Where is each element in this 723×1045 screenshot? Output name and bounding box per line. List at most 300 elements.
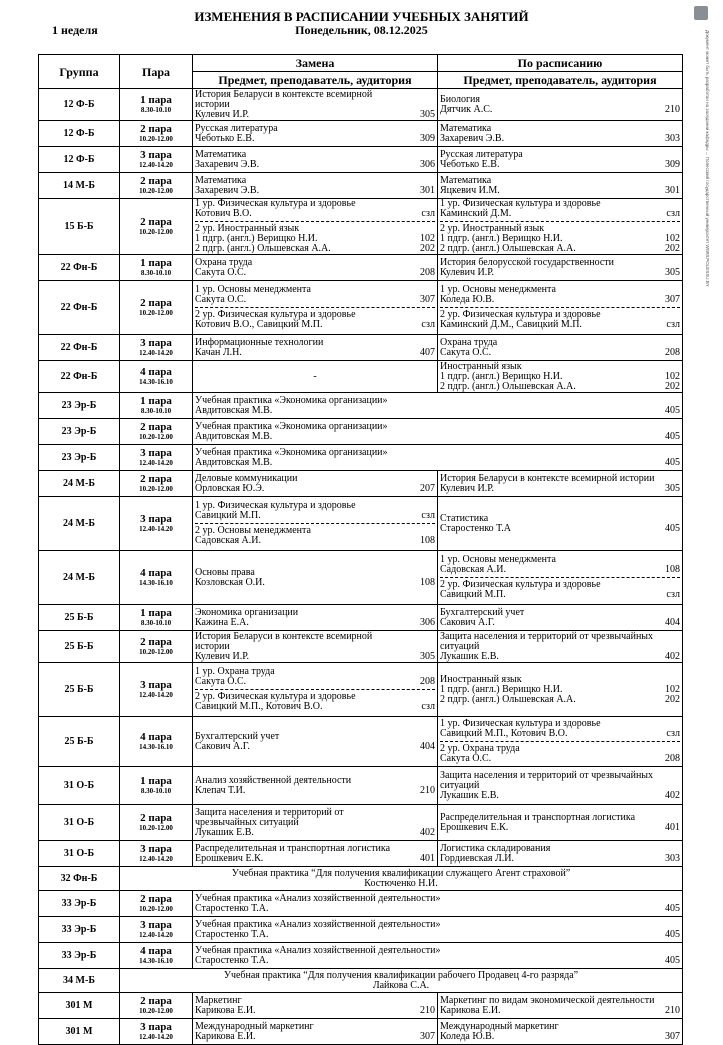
entry-line [440, 484, 680, 494]
entry-text: Математика [440, 174, 492, 186]
entry-text: Международный маркетинг [195, 1020, 314, 1032]
entry-text: Сакута О.С. [195, 676, 247, 687]
entry-line [195, 484, 435, 494]
practice-cell [193, 445, 683, 471]
para-time: 12.40-14.20 [139, 931, 173, 939]
entry-line [122, 869, 680, 879]
entry-text: Козловская О.И. [195, 576, 265, 588]
entry-text: ситуаций [440, 779, 480, 791]
practice-cell [193, 393, 683, 419]
para-number: 3 пара [140, 1021, 172, 1033]
entry-text: 1 ур. Физическая культура и здоровье [440, 198, 601, 209]
entry-line [195, 134, 435, 144]
para-cell [120, 361, 193, 393]
entry-text: Учебная практика “Для получения квалификации рабочего Продавец 4-го разряда” [223, 969, 579, 981]
group-cell: 12 Ф-Б [39, 121, 120, 147]
table-row [39, 717, 683, 767]
replacement-cell [193, 281, 438, 335]
entry-room: 108 [420, 576, 435, 588]
divider-line [195, 307, 435, 308]
para-number: 1 пара [140, 94, 172, 106]
para-cell [120, 335, 193, 361]
entry-room: 405 [665, 404, 680, 416]
entry-line [195, 904, 680, 914]
group-cell: 23 Эр-Б [39, 419, 120, 445]
entry-text: Захаревич Э.В. [440, 132, 505, 144]
entry-text: 2 ур. Физическая культура и здоровье [195, 309, 356, 320]
group-cell: 23 Эр-Б [39, 445, 120, 471]
divider-line [440, 307, 680, 308]
table-row [39, 841, 683, 867]
day-label: Понедельник, 08.12.2025 [295, 23, 428, 37]
entry-line [195, 150, 435, 160]
entry-room: 307 [665, 294, 680, 305]
entry-room: 102 [665, 370, 680, 382]
table-row [39, 917, 683, 943]
entry-text: 1 ур. Основы менеджмента [195, 284, 311, 295]
entry-text: Качан Л.Н. [195, 346, 242, 358]
group-cell: 15 Б-Б [39, 199, 120, 255]
table-row [39, 891, 683, 917]
scheduled-cell [438, 605, 683, 631]
group-cell: 12 Ф-Б [39, 147, 120, 173]
entry-text: Коледа Ю.В. [440, 1030, 495, 1042]
entry-text: 1 ур. Основы менеджмента [440, 284, 556, 295]
group-cell: 25 Б-Б [39, 631, 120, 663]
entry-room: 305 [420, 108, 435, 120]
entry-line [440, 729, 680, 739]
entry-line [440, 95, 680, 105]
entry-text: 2 ур. Основы менеджмента [195, 525, 311, 536]
entry-room: 405 [665, 456, 680, 468]
entry-text: Экономика организации [195, 606, 299, 618]
practice-cell [120, 867, 683, 891]
para-cell [120, 393, 193, 419]
entry-room: 210 [665, 103, 680, 115]
entry-text: 2 пдгр. (англ.) Ольшевская А.А. [440, 693, 576, 705]
replacement-cell [193, 631, 438, 663]
entry-line [440, 1032, 680, 1042]
entry-line [195, 474, 435, 484]
entry-line [440, 565, 680, 575]
entry-text: Захаревич Э.В. [195, 184, 260, 196]
table-row [39, 631, 683, 663]
entry-line [195, 854, 435, 864]
group-cell: 25 Б-Б [39, 717, 120, 767]
entry-text: Учебная практика “Для получения квалификации служащего Агент страховой” [231, 867, 571, 879]
table-row [39, 147, 683, 173]
entry-text: Маркетинг [195, 994, 242, 1006]
entry-room: 402 [420, 826, 435, 838]
entry-room: 208 [665, 753, 680, 764]
para-time: 10.20-12.00 [139, 1007, 173, 1015]
entry-room: 108 [420, 535, 435, 546]
entry-text: 2 ур. Иностранный язык [195, 223, 300, 234]
entry-text: 2 ур. Иностранный язык [440, 223, 545, 234]
para-number: 4 пара [140, 945, 172, 957]
table-row [39, 393, 683, 419]
entry-text: Коледа Ю.В. [440, 294, 495, 305]
entry-text: Старостенко Т.А. [195, 902, 269, 914]
entry-text: 2 ур. Физическая культура и здоровье [440, 309, 601, 320]
para-time: 10.20-12.00 [139, 648, 173, 656]
para-time: 12.40-14.20 [139, 691, 173, 699]
entry-line [195, 268, 435, 278]
entry-text: Учебная практика «Экономика организации» [195, 446, 388, 458]
table-row [39, 121, 683, 147]
entry-line [195, 458, 680, 468]
entry-room: 309 [665, 158, 680, 170]
practice-cell [120, 969, 683, 993]
entry-line [195, 608, 435, 618]
practice-cell [193, 917, 683, 943]
entry-line [440, 105, 680, 115]
entry-line [195, 776, 435, 786]
replacement-cell [193, 717, 438, 767]
entry-line [195, 956, 680, 966]
para-number: 3 пара [140, 919, 172, 931]
entry-room: 402 [665, 650, 680, 662]
para-cell [120, 419, 193, 445]
entry-text: Котович В.О. [195, 208, 252, 219]
para-cell [120, 199, 193, 255]
entry-line [440, 590, 680, 600]
entry-text: Сакута О.С. [195, 294, 247, 305]
replacement-cell [193, 497, 438, 551]
entry-room: 210 [420, 784, 435, 796]
replacement-cell [193, 147, 438, 173]
entry-room: 307 [420, 294, 435, 305]
entry-room: 401 [665, 821, 680, 833]
para-number: 2 пара [140, 812, 172, 824]
replacement-cell [193, 1019, 438, 1045]
entry-text: История Беларуси в контексте всемирной [195, 630, 373, 642]
schedule-table [38, 54, 683, 1045]
entry-line [440, 244, 680, 254]
entry-line [440, 382, 680, 392]
entry-line [195, 396, 680, 406]
entry-room: 404 [420, 740, 435, 752]
entry-line [195, 578, 435, 588]
entry-room: сзл [421, 510, 435, 521]
para-cell [120, 89, 193, 121]
scheduled-cell [438, 89, 683, 121]
entry-line [440, 268, 680, 278]
para-time: 8.30-10.10 [140, 106, 172, 114]
para-cell [120, 805, 193, 841]
entry-line [195, 320, 435, 330]
entry-text: Распределительная и транспортная логистика [195, 842, 391, 854]
entry-line [440, 1022, 680, 1032]
entry-text: Кулевич И.Р. [195, 108, 250, 120]
entry-line [440, 209, 680, 219]
entry-text: Деловые коммуникации [195, 472, 298, 484]
entry-text: Старостенко Т.А. [195, 954, 269, 966]
table-row [39, 943, 683, 969]
entry-text: Чеботько Е.В. [195, 132, 255, 144]
column-header-para: Пара [120, 55, 193, 89]
entry-line [440, 642, 680, 652]
entry-room: сзл [421, 701, 435, 712]
entry-text: 1 пдгр. (англ.) Верищко Н.И. [440, 233, 563, 244]
scheduled-cell [438, 841, 683, 867]
group-cell: 24 М-Б [39, 551, 120, 605]
subheader-right: Предмет, преподаватель, аудитория [438, 72, 683, 89]
entry-line [195, 448, 680, 458]
entry-line [440, 1006, 680, 1016]
table-row [39, 867, 683, 891]
entry-line [195, 338, 435, 348]
entry-text: 2 пдгр. (англ.) Ольшевская А.А. [440, 380, 576, 392]
entry-text: 2 ур. Физическая культура и здоровье [440, 579, 601, 590]
entry-line [195, 652, 435, 662]
scheduled-cell [438, 663, 683, 717]
para-time: 12.40-14.20 [139, 459, 173, 467]
entry-room: 301 [420, 184, 435, 196]
entry-room: сзл [421, 319, 435, 330]
entry-line [195, 295, 435, 305]
entry-text: История Беларуси в контексте всемирной [195, 88, 373, 100]
entry-text: Каминский Д.М. [440, 208, 512, 219]
entry-room: 405 [665, 902, 680, 914]
para-number: 3 пара [140, 149, 172, 161]
entry-text: Учебная практика «Анализ хозяйственной деятельности» [195, 892, 441, 904]
table-row [39, 445, 683, 471]
entry-text: Карикова Е.И. [195, 1004, 256, 1016]
entry-text: Учебная практика «Анализ хозяйственной деятельности» [195, 918, 441, 930]
entry-line [122, 971, 680, 981]
entry-text: 1 ур. Физическая культура и здоровье [195, 500, 356, 511]
entry-text: ситуаций [440, 640, 480, 652]
para-time: 12.40-14.20 [139, 349, 173, 357]
para-time: 14.30-16.10 [139, 743, 173, 751]
group-cell: 25 Б-Б [39, 663, 120, 717]
entry-text: Учебная практика «Экономика организации» [195, 420, 388, 432]
entry-line [440, 176, 680, 186]
table-row [39, 993, 683, 1019]
entry-room: сзл [666, 208, 680, 219]
entry-room: 309 [420, 132, 435, 144]
para-cell [120, 173, 193, 199]
divider-line [195, 523, 435, 524]
practice-cell [193, 891, 683, 917]
para-time: 10.20-12.00 [139, 135, 173, 143]
entry-room: 305 [665, 482, 680, 494]
entry-text: Ерошкевич Е.К. [195, 852, 264, 864]
entry-text: истории [195, 640, 230, 652]
entry-text: Кулевич И.Р. [440, 482, 495, 494]
para-time: 10.20-12.00 [139, 485, 173, 493]
entry-line [195, 642, 435, 652]
entry-line [440, 695, 680, 705]
para-time: 10.20-12.00 [139, 228, 173, 236]
entry-line [440, 474, 680, 484]
replacement-cell [193, 841, 438, 867]
entry-line [440, 675, 680, 685]
entry-room: сзл [666, 319, 680, 330]
entry-line [195, 244, 435, 254]
entry-text: Учебная практика «Экономика организации» [195, 394, 388, 406]
entry-line [195, 110, 435, 120]
entry-line [195, 258, 435, 268]
group-cell: 32 Фн-Б [39, 867, 120, 891]
entry-line [195, 818, 435, 828]
entry-room: 208 [420, 266, 435, 278]
para-cell [120, 993, 193, 1019]
replacement-cell [193, 121, 438, 147]
para-number: 2 пара [140, 473, 172, 485]
entry-room: 108 [665, 564, 680, 575]
entry-text: 1 ур. Основы менеджмента [440, 554, 556, 565]
entry-text: Лукашик Е.В. [440, 650, 499, 662]
entry-line [122, 879, 680, 889]
entry-text: 2 пдгр. (англ.) Ольшевская А.А. [440, 243, 576, 254]
entry-text: Яцкевич И.М. [440, 184, 500, 196]
entry-line [440, 632, 680, 642]
entry-line [195, 920, 680, 930]
group-cell: 24 М-Б [39, 471, 120, 497]
entry-line [195, 1032, 435, 1042]
week-label: 1 неделя [52, 23, 98, 37]
para-number: 2 пара [140, 297, 172, 309]
side-watermark-text: Документ может быть разработан на заседании кафедры ... Полесский государственный университет WWW.POLESSU.BY [705, 30, 710, 287]
entry-line [440, 618, 680, 628]
entry-room: 301 [665, 184, 680, 196]
entry-line [195, 406, 680, 416]
para-number: 3 пара [140, 679, 172, 691]
replacement-cell [193, 605, 438, 631]
entry-room: 405 [665, 522, 680, 534]
entry-text: Русская литература [440, 148, 523, 160]
para-cell [120, 631, 193, 663]
entry-line [440, 348, 680, 358]
para-cell [120, 147, 193, 173]
entry-line [440, 134, 680, 144]
entry-line [195, 946, 680, 956]
entry-room: 102 [420, 233, 435, 244]
entry-text: Савицкий М.П. [195, 510, 261, 521]
entry-line [195, 618, 435, 628]
scheduled-cell [438, 805, 683, 841]
group-cell: 31 О-Б [39, 767, 120, 805]
entry-room: 407 [420, 346, 435, 358]
entry-text: Кулевич И.Р. [195, 650, 250, 662]
entry-text: Биология [440, 93, 481, 105]
entry-line [195, 511, 435, 521]
entry-room: сзл [666, 728, 680, 739]
group-cell: 22 Фн-Б [39, 255, 120, 281]
para-cell [120, 917, 193, 943]
entry-room: 405 [665, 430, 680, 442]
entry-line [195, 422, 680, 432]
para-number: 4 пара [140, 731, 172, 743]
para-time: 10.20-12.00 [139, 433, 173, 441]
table-row [39, 281, 683, 335]
divider-line [440, 221, 680, 222]
entry-room: 207 [420, 482, 435, 494]
entry-line [440, 754, 680, 764]
entry-text: Бухгалтерский учет [195, 730, 280, 742]
entry-text: - [313, 370, 317, 382]
table-row [39, 173, 683, 199]
entry-line [440, 854, 680, 864]
entry-room: 306 [420, 158, 435, 170]
para-cell [120, 717, 193, 767]
replacement-cell [193, 199, 438, 255]
para-cell [120, 841, 193, 867]
entry-text: Садовская А.И. [440, 564, 506, 575]
entry-line [440, 295, 680, 305]
replacement-cell [193, 89, 438, 121]
entry-text: Кажина Е.А. [195, 616, 249, 628]
entry-line [195, 536, 435, 546]
entry-text: Авдитовская М.В. [195, 456, 273, 468]
entry-text: Лукашик Е.В. [440, 789, 499, 801]
column-header-group: Группа [39, 55, 120, 89]
replacement-cell [193, 361, 438, 393]
table-row [39, 767, 683, 805]
para-number: 3 пара [140, 447, 172, 459]
scheduled-cell [438, 551, 683, 605]
entry-text: Савицкий М.П., Котович В.О. [195, 701, 323, 712]
group-cell: 301 М [39, 993, 120, 1019]
para-number: 1 пара [140, 607, 172, 619]
para-cell [120, 605, 193, 631]
entry-text: Информационные технологии [195, 336, 324, 348]
group-cell: 33 Эр-Б [39, 891, 120, 917]
entry-room: 303 [665, 132, 680, 144]
entry-text: 1 ур. Физическая культура и здоровье [195, 198, 356, 209]
para-cell [120, 891, 193, 917]
para-cell [120, 663, 193, 717]
group-cell: 33 Эр-Б [39, 917, 120, 943]
para-time: 10.20-12.00 [139, 309, 173, 317]
entry-text: Клепач Т.И. [195, 784, 246, 796]
entry-line [195, 348, 435, 358]
entry-line [440, 771, 680, 781]
para-cell [120, 767, 193, 805]
replacement-cell [193, 335, 438, 361]
para-number: 2 пара [140, 995, 172, 1007]
divider-line [440, 741, 680, 742]
entry-text: Распределительная и транспортная логистика [440, 811, 636, 823]
entry-text: 2 ур. Охрана труда [440, 743, 520, 754]
entry-room: 307 [665, 1030, 680, 1042]
entry-line [195, 742, 435, 752]
para-number: 1 пара [140, 775, 172, 787]
entry-line [440, 514, 680, 524]
entry-text: Дятчик А.С. [440, 103, 493, 115]
entry-text: Основы права [195, 566, 255, 578]
entry-line [195, 432, 680, 442]
entry-line [195, 1022, 435, 1032]
entry-line [195, 702, 435, 712]
entry-text: Садовская А.И. [195, 535, 261, 546]
entry-line [440, 160, 680, 170]
entry-line [195, 732, 435, 742]
entry-line [440, 338, 680, 348]
entry-text: Международный маркетинг [440, 1020, 559, 1032]
entry-line [195, 372, 435, 382]
entry-line [440, 813, 680, 823]
para-cell [120, 121, 193, 147]
entry-line [440, 320, 680, 330]
entry-text: истории [195, 98, 230, 110]
entry-line [195, 894, 680, 904]
para-number: 1 пара [140, 395, 172, 407]
scheduled-cell [438, 361, 683, 393]
para-number: 1 пара [140, 257, 172, 269]
